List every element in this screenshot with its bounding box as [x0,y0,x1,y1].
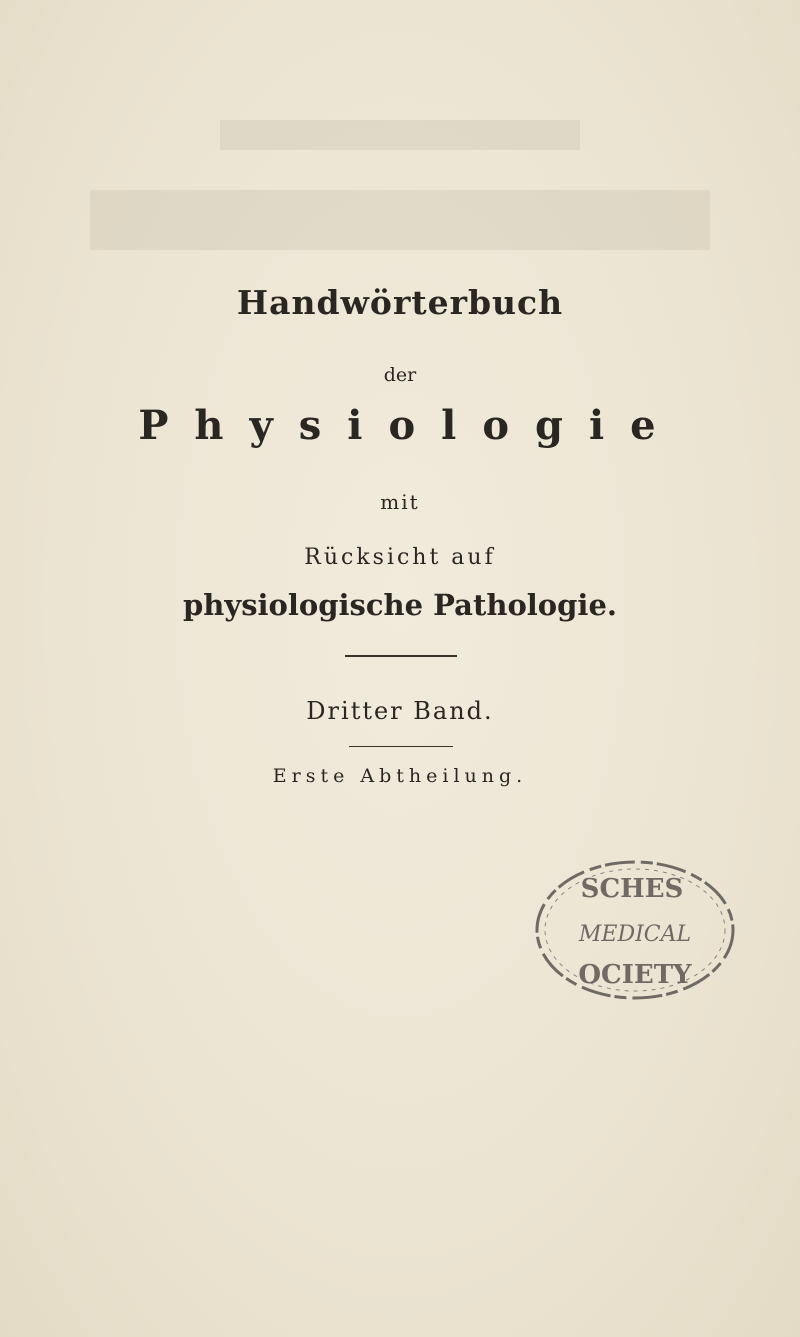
part-label: Erste Abtheilung. [272,765,528,787]
stamp-text-bottom: OCIETY [578,960,692,990]
library-stamp [532,855,738,1005]
subtitle-pathologie: physiologische Pathologie. [182,588,617,622]
word-mit: mit [380,490,420,514]
title-handwoerterbuch: Handwörterbuch [236,283,564,322]
title-physiologie: Physiologie [138,402,682,449]
phrase-ruecksicht-auf: Rücksicht auf [304,545,496,570]
divider-rule-short [349,746,453,747]
volume-label: Dritter Band. [306,697,494,725]
stamp-text-middle: MEDICAL [578,922,692,947]
divider-rule [345,655,457,657]
article-der: der [383,364,417,386]
stamp-text-top: SCHES [580,874,684,904]
